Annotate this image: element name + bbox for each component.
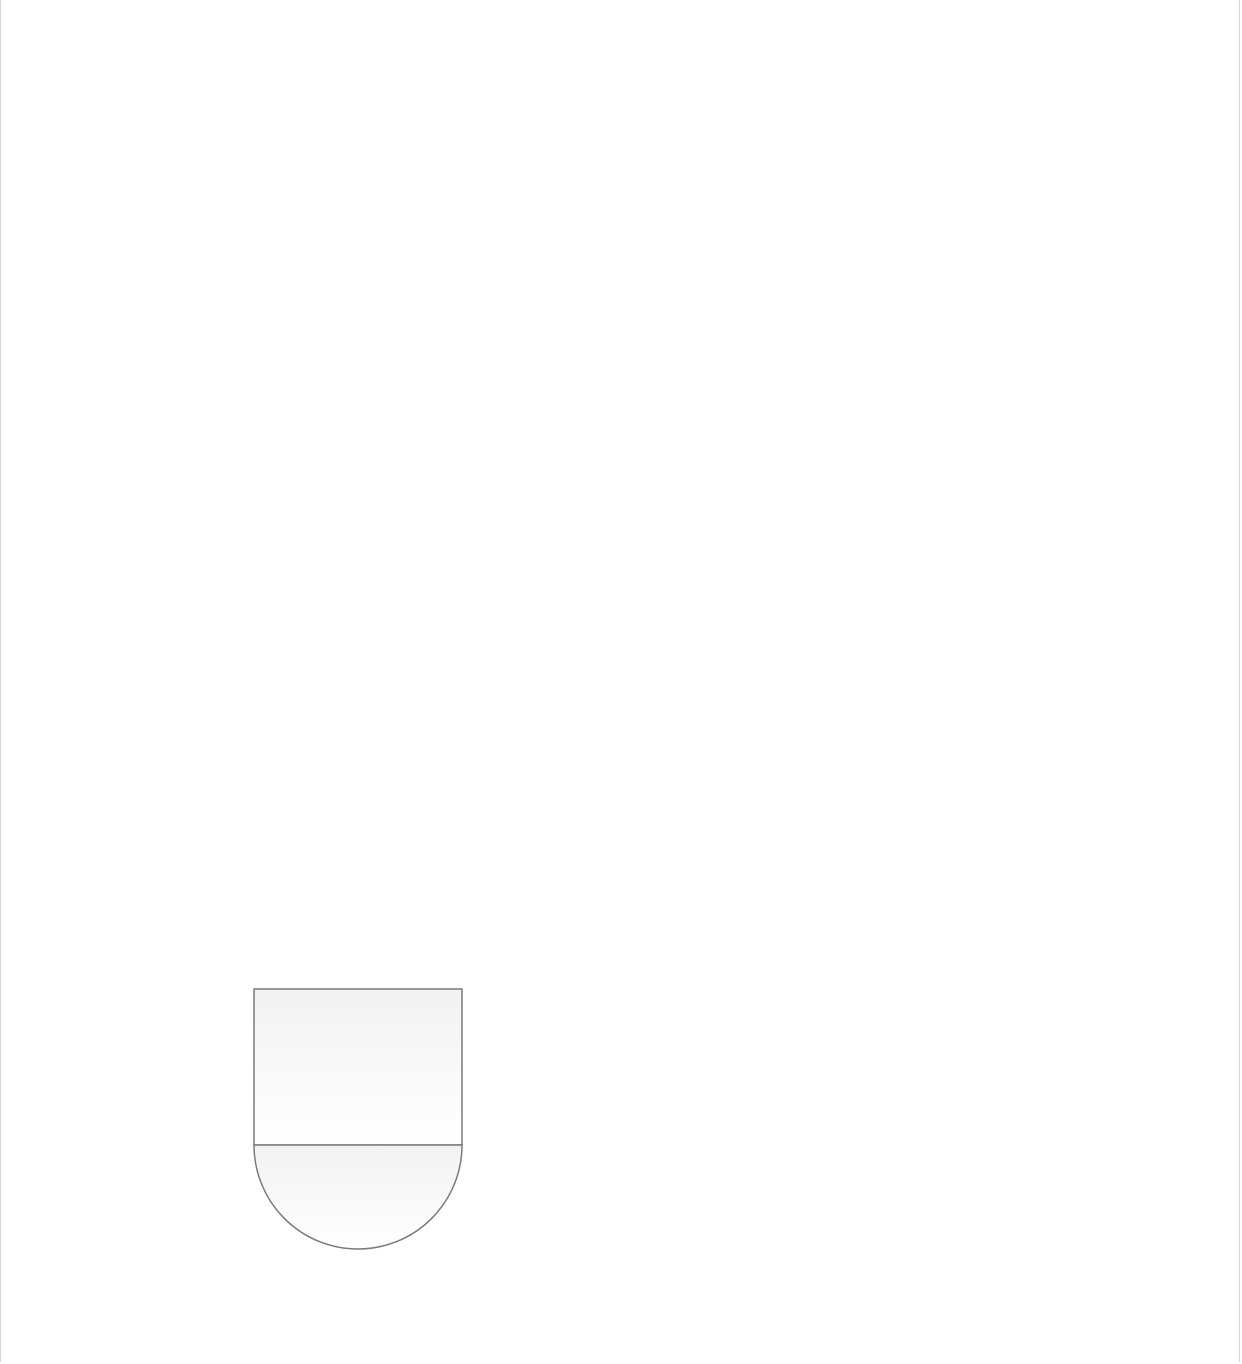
tank-hemisphere-bottom: [254, 1145, 462, 1249]
tank-cylinder-section: [254, 989, 462, 1145]
hemispherical-tank-icon: [251, 986, 467, 1256]
